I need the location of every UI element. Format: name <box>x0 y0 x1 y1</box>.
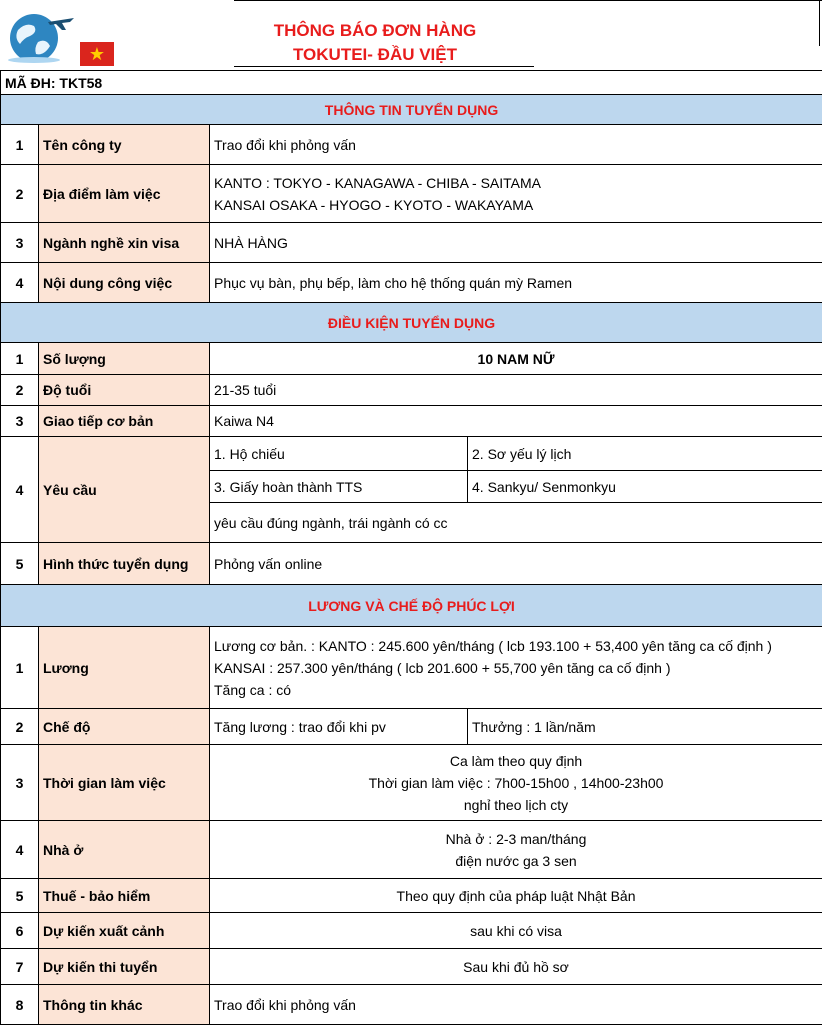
value-line: KANSAI : 257.300 yên/tháng ( lcb 201.600 + 55,700 yên tăng ca cố định ) <box>214 657 818 679</box>
row-number: 3 <box>1 406 39 437</box>
table-row <box>1 165 822 223</box>
row-number: 3 <box>1 745 39 821</box>
value-line: Nhà ở : 2-3 man/tháng <box>214 828 818 850</box>
value-line: KANTO : TOKYO - KANAGAWA - CHIBA - SAITAMA <box>214 172 818 194</box>
row-number: 1 <box>1 125 39 165</box>
row-label: Độ tuổi <box>39 375 210 406</box>
row-label: Ngành nghề xin visa <box>39 223 210 263</box>
row-value: Phỏng vấn online <box>210 543 822 585</box>
row-value <box>210 745 822 821</box>
value-line: Thời gian làm việc : 7h00-15h00 , 14h00-23h00 <box>214 772 818 794</box>
row-label: Dự kiến xuất cảnh <box>39 913 210 949</box>
row-label: Dự kiến thi tuyển <box>39 949 210 985</box>
document-title: THÔNG BÁO ĐƠN HÀNG <box>230 21 520 41</box>
requirement-item: 3. Giấy hoàn thành TTS <box>210 471 468 503</box>
requirement-item: 2. Sơ yếu lý lịch <box>468 437 822 471</box>
row-number: 4 <box>1 437 39 543</box>
row-label: Tên công ty <box>39 125 210 165</box>
table-row <box>1 821 822 879</box>
row-label: Nhà ở <box>39 821 210 879</box>
row-number: 2 <box>1 375 39 406</box>
row-value: Trao đổi khi phỏng vấn <box>210 125 822 165</box>
row-number: 7 <box>1 949 39 985</box>
row-value <box>210 627 822 709</box>
order-table <box>0 70 822 1025</box>
value-line: Ca làm theo quy định <box>214 750 818 772</box>
value-line: KANSAI OSAKA - HYOGO - KYOTO - WAKAYAMA <box>214 194 818 216</box>
requirement-item: 4. Sankyu/ Senmonkyu <box>468 471 822 503</box>
row-number: 2 <box>1 709 39 745</box>
section-title: ĐIỀU KIỆN TUYỂN DỤNG <box>1 303 822 343</box>
row-value: 10 NAM NỮ <box>210 343 822 375</box>
table-row <box>1 745 822 821</box>
row-value: Tăng lương : trao đổi khi pv <box>210 709 468 745</box>
row-value: Sau khi đủ hồ sơ <box>210 949 822 985</box>
value-line: Lương cơ bản. : KANTO : 245.600 yên/tháng ( lcb 193.100 + 53,400 yên tăng ca cố định ) <box>214 635 818 657</box>
row-number: 3 <box>1 223 39 263</box>
row-label: Lương <box>39 627 210 709</box>
vietnam-flag-icon: ★ <box>80 42 114 66</box>
row-label: Nội dung công việc <box>39 263 210 303</box>
row-value <box>210 821 822 879</box>
table-row <box>1 343 822 375</box>
table-row <box>1 406 822 437</box>
row-value: Theo quy định của pháp luật Nhật Bản <box>210 879 822 913</box>
table-row <box>1 913 822 949</box>
row-number: 5 <box>1 879 39 913</box>
section-header-recruitment-conditions <box>1 303 822 343</box>
row-value: sau khi có visa <box>210 913 822 949</box>
row-label: Chế độ <box>39 709 210 745</box>
row-value <box>210 165 822 223</box>
section-title: THÔNG TIN TUYỂN DỤNG <box>1 95 822 125</box>
row-label: Hình thức tuyển dụng <box>39 543 210 585</box>
table-row <box>1 985 822 1025</box>
section-header-recruitment-info <box>1 95 822 125</box>
header-border-right <box>819 0 820 46</box>
value-line: điện nước ga 3 sen <box>214 850 818 872</box>
section-title: LƯƠNG VÀ CHẾ ĐỘ PHÚC LỢI <box>1 585 822 627</box>
row-label: Giao tiếp cơ bản <box>39 406 210 437</box>
table-row <box>1 375 822 406</box>
row-label: Thuế - bảo hiểm <box>39 879 210 913</box>
table-row <box>1 223 822 263</box>
table-row <box>1 709 822 745</box>
row-value: 21-35 tuổi <box>210 375 822 406</box>
table-row <box>1 879 822 913</box>
table-row <box>1 437 822 471</box>
value-line: nghỉ theo lịch cty <box>214 794 818 816</box>
header-border-top <box>234 0 822 1</box>
order-code: MÃ ĐH: TKT58 <box>1 71 822 95</box>
requirement-item: 1. Hộ chiếu <box>210 437 468 471</box>
value-line: Tăng ca : có <box>214 679 818 701</box>
table-row <box>1 543 822 585</box>
globe-airplane-logo <box>4 8 78 66</box>
row-value: Trao đổi khi phỏng vấn <box>210 985 822 1025</box>
table-row <box>1 627 822 709</box>
row-number: 6 <box>1 913 39 949</box>
row-value: Thưởng : 1 lần/năm <box>468 709 822 745</box>
row-label: Thông tin khác <box>39 985 210 1025</box>
row-label: Yêu cầu <box>39 437 210 543</box>
row-number: 4 <box>1 821 39 879</box>
document-header <box>0 0 822 70</box>
row-value: Phục vụ bàn, phụ bếp, làm cho hệ thống quán mỳ Ramen <box>210 263 822 303</box>
row-number: 5 <box>1 543 39 585</box>
row-number: 1 <box>1 627 39 709</box>
row-number: 1 <box>1 343 39 375</box>
document-subtitle: TOKUTEI- ĐẦU VIỆT <box>230 45 520 65</box>
row-value: NHÀ HÀNG <box>210 223 822 263</box>
row-label: Số lượng <box>39 343 210 375</box>
row-label: Địa điểm làm việc <box>39 165 210 223</box>
table-row <box>1 125 822 165</box>
row-label: Thời gian làm việc <box>39 745 210 821</box>
table-row <box>1 263 822 303</box>
row-number: 4 <box>1 263 39 303</box>
row-value: Kaiwa N4 <box>210 406 822 437</box>
section-header-salary-benefits <box>1 585 822 627</box>
title-underline <box>234 66 534 67</box>
order-code-row <box>1 71 822 95</box>
requirement-note: yêu cầu đúng ngành, trái ngành có cc <box>210 503 822 543</box>
row-number: 8 <box>1 985 39 1025</box>
table-row <box>1 949 822 985</box>
row-number: 2 <box>1 165 39 223</box>
